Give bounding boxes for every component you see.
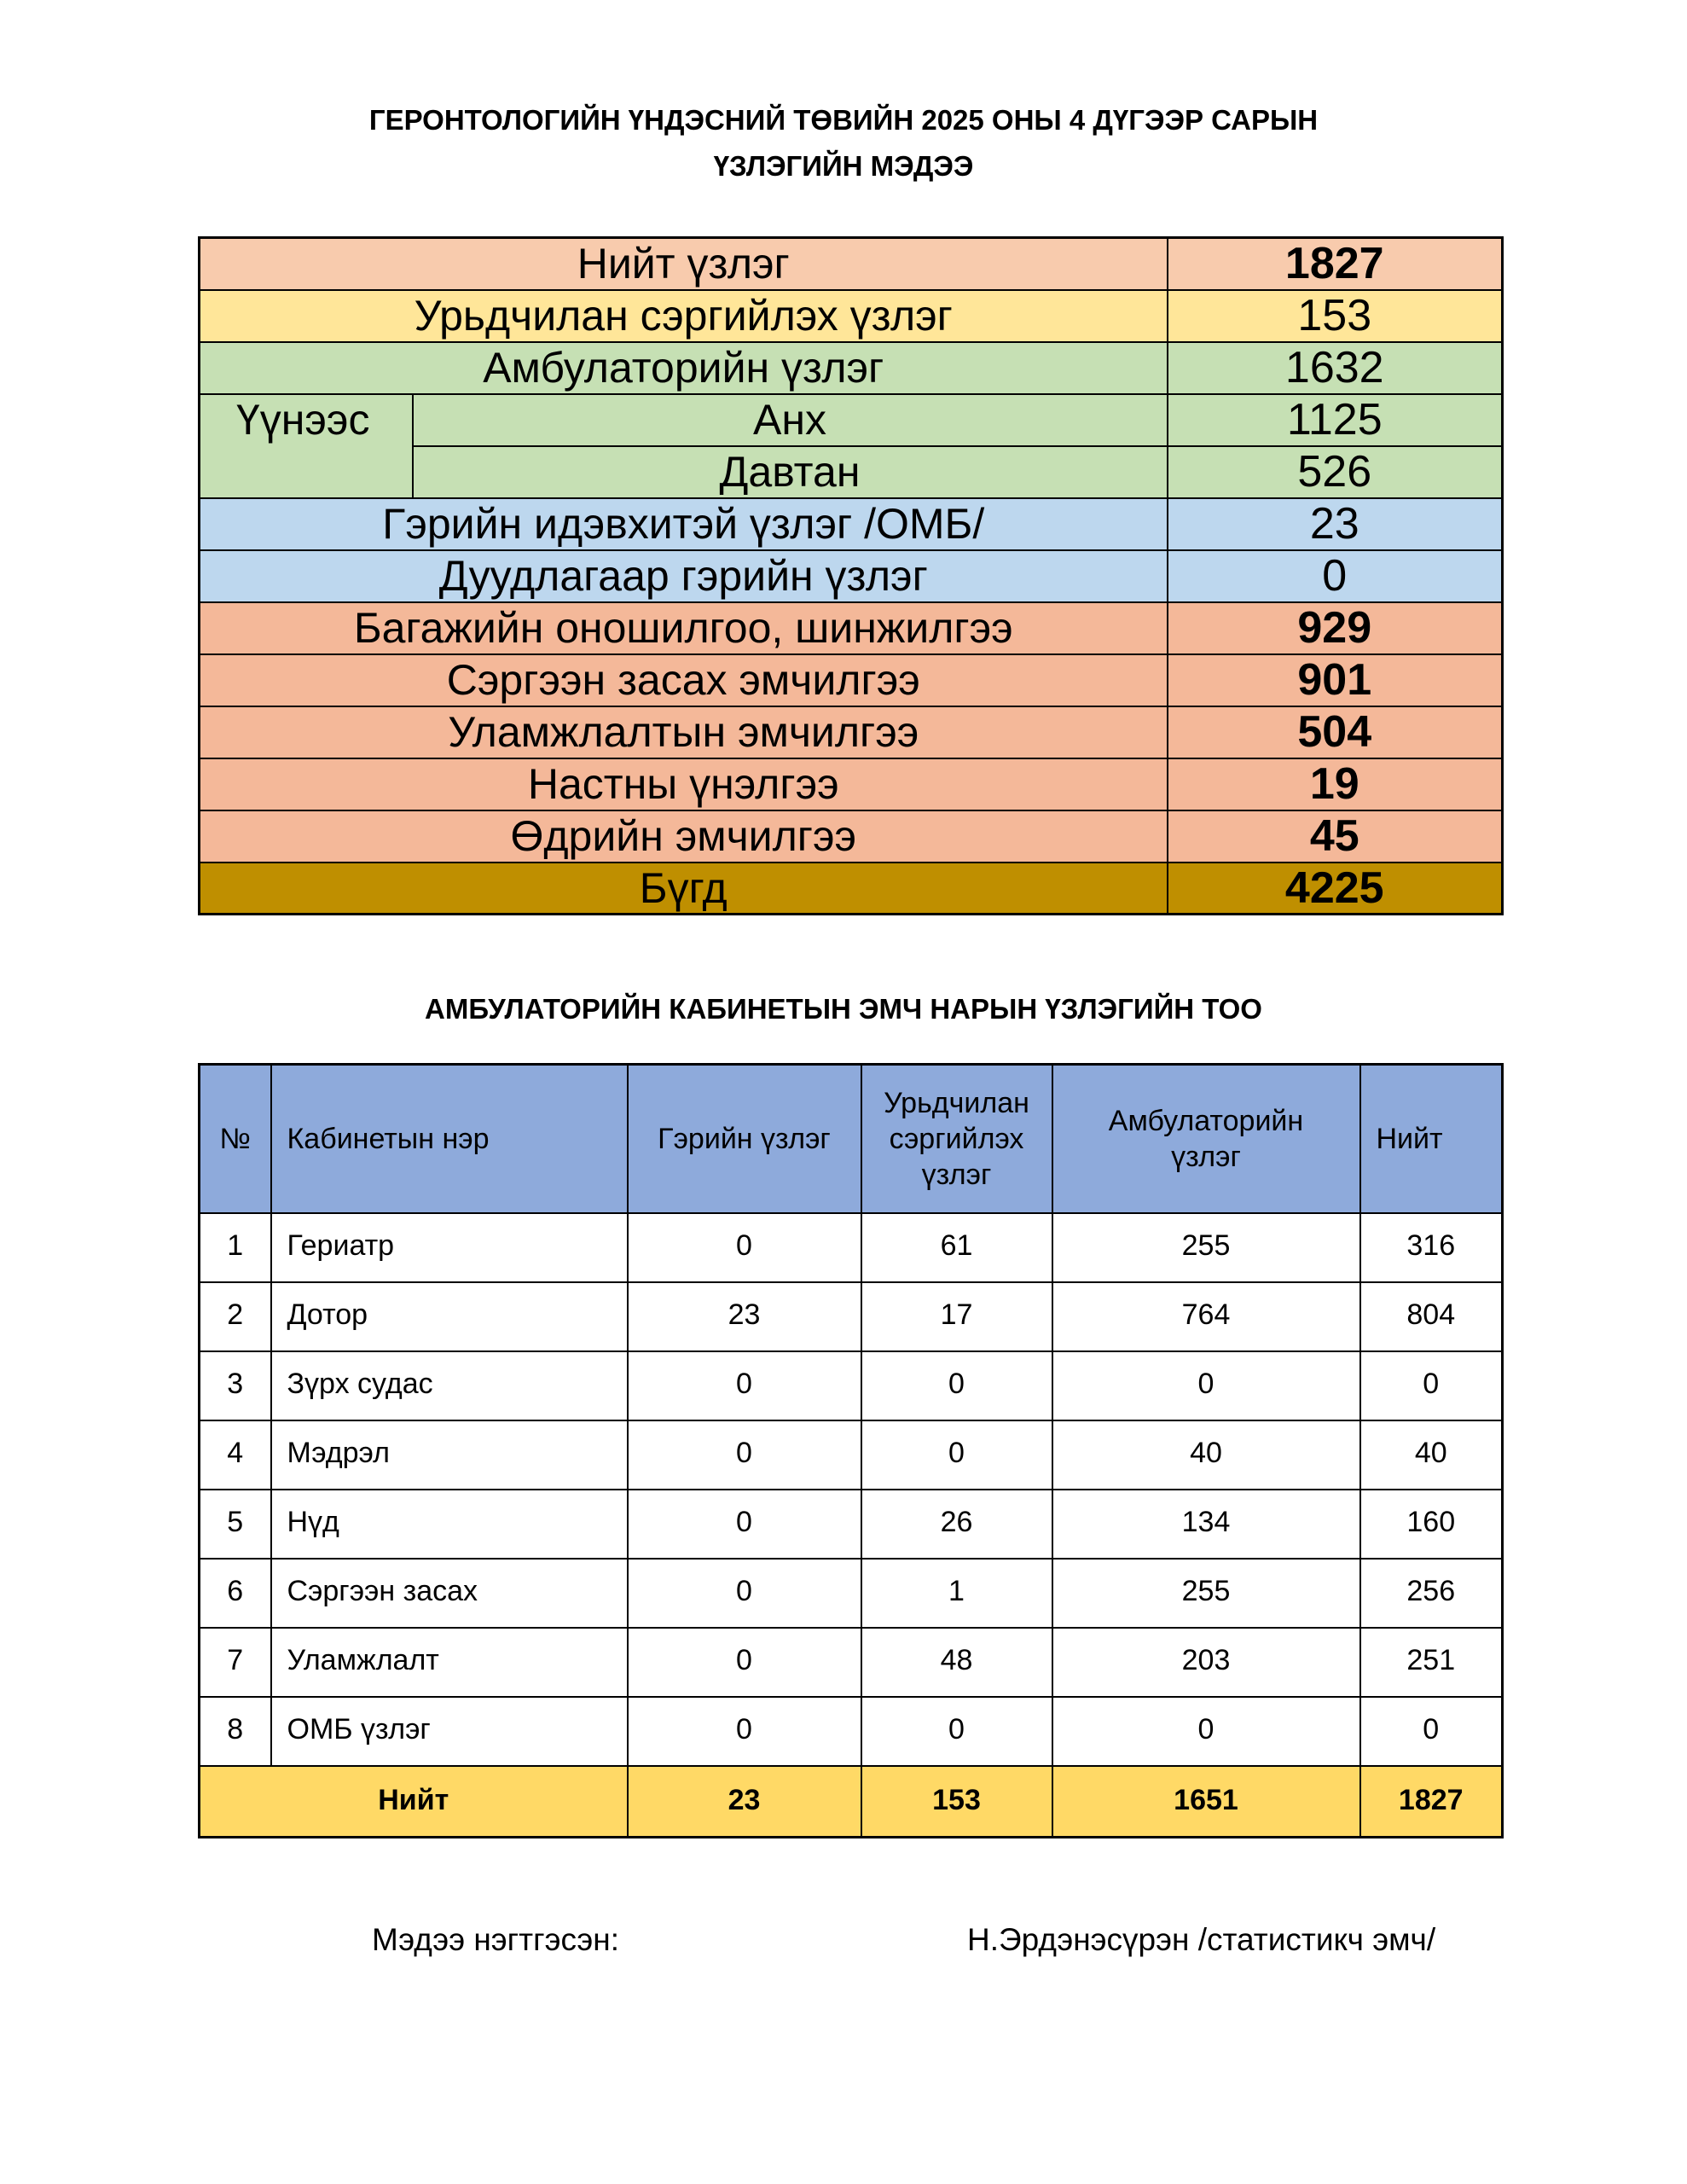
signature-label: Мэдээ нэгтгэсэн: — [372, 1922, 619, 1957]
summary-label: Багажийн оношилгоо, шинжилгээ — [200, 602, 1168, 654]
cell-name: Дотор — [271, 1282, 628, 1351]
summary-label: Бүгд — [200, 863, 1168, 915]
column-header-preventive-line: үзлэг — [921, 1158, 992, 1191]
summary-label: Уламжлалтын эмчилгээ — [200, 706, 1168, 758]
cell-preventive: 48 — [861, 1628, 1052, 1697]
cell-no: 8 — [200, 1697, 271, 1766]
table-header-row — [200, 1065, 1503, 1213]
cell-no: 4 — [200, 1420, 271, 1490]
total-ambulatory: 1651 — [1052, 1766, 1360, 1838]
cell-total: 251 — [1360, 1628, 1503, 1697]
cell-home: 0 — [628, 1628, 861, 1697]
cell-ambulatory: 203 — [1052, 1628, 1360, 1697]
column-header-preventive-line: Урьдчилан — [884, 1086, 1029, 1119]
cell-preventive: 0 — [861, 1697, 1052, 1766]
cell-name: Зүрх судас — [271, 1351, 628, 1420]
summary-label: Гэрийн идэвхитэй үзлэг /ОМБ/ — [200, 498, 1168, 550]
summary-label: Анх — [413, 394, 1168, 446]
cell-no: 2 — [200, 1282, 271, 1351]
cell-no: 7 — [200, 1628, 271, 1697]
cell-home: 0 — [628, 1697, 861, 1766]
cell-ambulatory: 40 — [1052, 1420, 1360, 1490]
summary-value: 929 — [1168, 602, 1503, 654]
summary-of-which-label: Үүнээс — [200, 394, 413, 498]
cell-home: 0 — [628, 1351, 861, 1420]
summary-row-diagnostics — [200, 602, 1503, 654]
summary-label: Сэргээн засах эмчилгээ — [200, 654, 1168, 706]
summary-value: 1125 — [1168, 394, 1503, 446]
summary-row-home-active — [200, 498, 1503, 550]
cell-preventive: 61 — [861, 1213, 1052, 1282]
table-row — [200, 1420, 1503, 1490]
summary-label: Урьдчилан сэргийлэх үзлэг — [200, 290, 1168, 342]
cell-home: 0 — [628, 1490, 861, 1559]
column-header-preventive-line: сэргийлэх — [889, 1122, 1024, 1155]
table-row — [200, 1697, 1503, 1766]
summary-row-home-call — [200, 550, 1503, 602]
summary-row-daycare — [200, 810, 1503, 863]
column-header-ambulatory — [1052, 1065, 1360, 1213]
cell-home: 0 — [628, 1213, 861, 1282]
cell-name: Нүд — [271, 1490, 628, 1559]
signature-name: Н.Эрдэнэсүрэн /статистикч эмч/ — [967, 1922, 1436, 1957]
cell-ambulatory: 255 — [1052, 1213, 1360, 1282]
total-total: 1827 — [1360, 1766, 1503, 1838]
cell-no: 5 — [200, 1490, 271, 1559]
column-header-no: № — [200, 1065, 271, 1213]
column-header-home: Гэрийн үзлэг — [628, 1065, 861, 1213]
summary-row-preventive — [200, 290, 1503, 342]
cell-total: 0 — [1360, 1697, 1503, 1766]
column-header-preventive — [861, 1065, 1052, 1213]
cell-total: 160 — [1360, 1490, 1503, 1559]
summary-row-rehab — [200, 654, 1503, 706]
cell-total: 0 — [1360, 1351, 1503, 1420]
cell-preventive: 0 — [861, 1351, 1052, 1420]
cell-name: ОМБ үзлэг — [271, 1697, 628, 1766]
summary-value: 1632 — [1168, 342, 1503, 394]
cell-name: Уламжлалт — [271, 1628, 628, 1697]
summary-value: 45 — [1168, 810, 1503, 863]
total-preventive: 153 — [861, 1766, 1052, 1838]
summary-table — [198, 236, 1504, 915]
cell-name: Гериатр — [271, 1213, 628, 1282]
cell-no: 6 — [200, 1559, 271, 1628]
cell-home: 23 — [628, 1282, 861, 1351]
cell-name: Сэргээн засах — [271, 1559, 628, 1628]
cell-ambulatory: 255 — [1052, 1559, 1360, 1628]
summary-row-grand-total — [200, 863, 1503, 915]
report-title-line2: ҮЗЛЭГИЙН МЭДЭЭ — [713, 150, 974, 182]
cabinets-heading: АМБУЛАТОРИЙН КАБИНЕТЫН ЭМЧ НАРЫН ҮЗЛЭГИЙН ТОО — [425, 993, 1262, 1025]
cabinets-table — [198, 1063, 1504, 1838]
table-row — [200, 1559, 1503, 1628]
summary-label: Нийт үзлэг — [200, 238, 1168, 290]
column-header-total: Нийт — [1360, 1065, 1503, 1213]
summary-value: 4225 — [1168, 863, 1503, 915]
cell-preventive: 0 — [861, 1420, 1052, 1490]
cell-total: 40 — [1360, 1420, 1503, 1490]
table-row — [200, 1213, 1503, 1282]
summary-row-ambulatory — [200, 342, 1503, 394]
summary-row-traditional — [200, 706, 1503, 758]
summary-label: Давтан — [413, 446, 1168, 498]
summary-value: 19 — [1168, 758, 1503, 810]
cell-preventive: 1 — [861, 1559, 1052, 1628]
summary-value: 901 — [1168, 654, 1503, 706]
cell-no: 1 — [200, 1213, 271, 1282]
summary-label: Дуудлагаар гэрийн үзлэг — [200, 550, 1168, 602]
cell-name: Мэдрэл — [271, 1420, 628, 1490]
summary-value: 526 — [1168, 446, 1503, 498]
cell-ambulatory: 764 — [1052, 1282, 1360, 1351]
summary-row-total — [200, 238, 1503, 290]
cell-total: 804 — [1360, 1282, 1503, 1351]
cell-home: 0 — [628, 1559, 861, 1628]
table-row — [200, 1490, 1503, 1559]
table-row — [200, 1282, 1503, 1351]
total-home: 23 — [628, 1766, 861, 1838]
cell-total: 316 — [1360, 1213, 1503, 1282]
summary-value: 504 — [1168, 706, 1503, 758]
cell-total: 256 — [1360, 1559, 1503, 1628]
table-row — [200, 1628, 1503, 1697]
cell-ambulatory: 0 — [1052, 1351, 1360, 1420]
summary-value: 23 — [1168, 498, 1503, 550]
summary-label: Өдрийн эмчилгээ — [200, 810, 1168, 863]
column-header-name: Кабинетын нэр — [271, 1065, 628, 1213]
column-header-ambulatory-line: Амбулаторийн — [1108, 1104, 1304, 1137]
column-header-ambulatory-line: үзлэг — [1171, 1140, 1241, 1173]
cell-preventive: 17 — [861, 1282, 1052, 1351]
summary-row-first — [200, 394, 1503, 446]
table-total-row — [200, 1766, 1503, 1838]
summary-value: 1827 — [1168, 238, 1503, 290]
total-label: Нийт — [200, 1766, 628, 1838]
table-row — [200, 1351, 1503, 1420]
cell-ambulatory: 0 — [1052, 1697, 1360, 1766]
summary-value: 153 — [1168, 290, 1503, 342]
cell-no: 3 — [200, 1351, 271, 1420]
summary-label: Настны үнэлгээ — [200, 758, 1168, 810]
summary-label: Амбулаторийн үзлэг — [200, 342, 1168, 394]
report-title-line1: ГЕРОНТОЛОГИЙН ҮНДЭСНИЙ ТӨВИЙН 2025 ОНЫ 4 ДҮГЭЭР САРЫН — [368, 104, 1319, 136]
cell-home: 0 — [628, 1420, 861, 1490]
summary-value: 0 — [1168, 550, 1503, 602]
summary-row-frailty — [200, 758, 1503, 810]
cell-ambulatory: 134 — [1052, 1490, 1360, 1559]
cell-preventive: 26 — [861, 1490, 1052, 1559]
